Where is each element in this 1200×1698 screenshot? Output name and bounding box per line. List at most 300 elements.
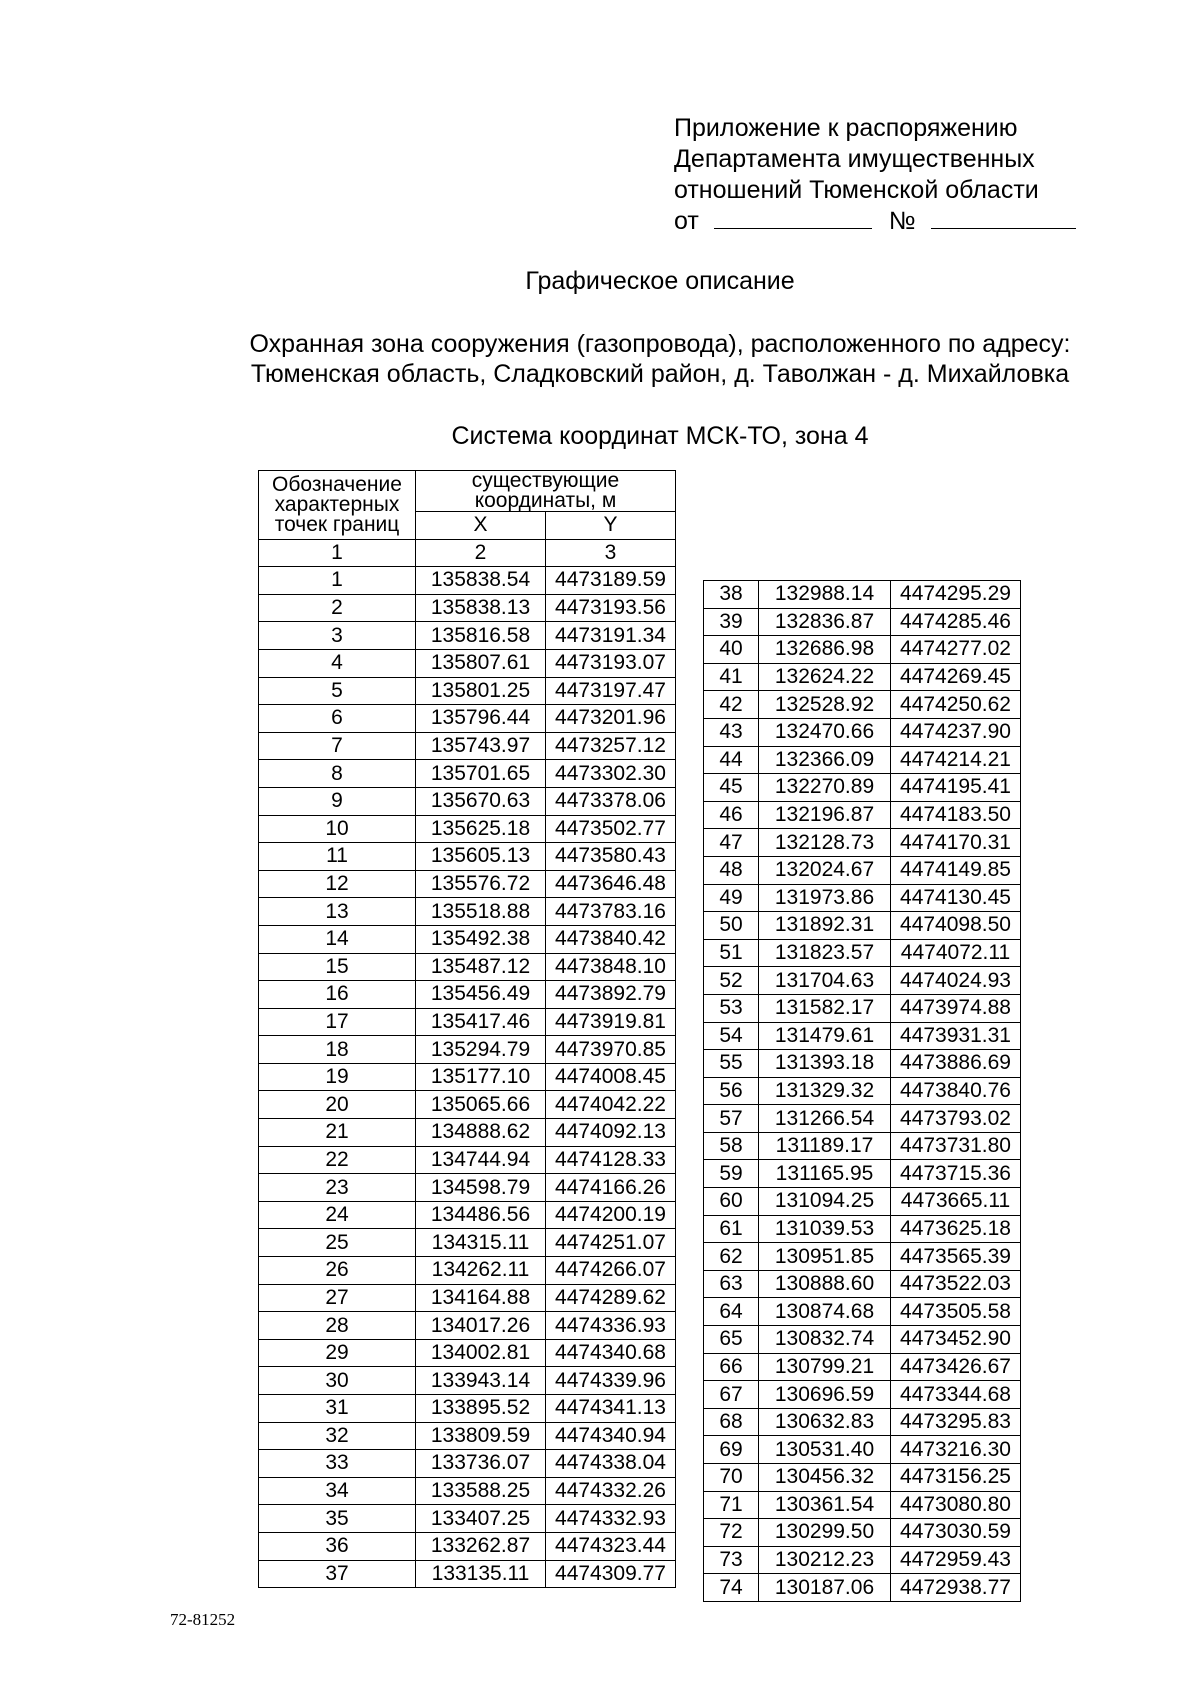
x-coordinate-cell: 135807.61 xyxy=(416,649,546,677)
x-coordinate-cell: 134315.11 xyxy=(416,1229,546,1257)
point-number-cell: 44 xyxy=(704,746,759,774)
point-number-cell: 27 xyxy=(259,1284,416,1312)
y-coordinate-cell: 4473295.83 xyxy=(891,1408,1021,1436)
point-number-cell: 35 xyxy=(259,1505,416,1533)
y-coordinate-cell: 4473505.58 xyxy=(891,1298,1021,1326)
x-coordinate-cell: 133809.59 xyxy=(416,1422,546,1450)
x-coordinate-cell: 133588.25 xyxy=(416,1477,546,1505)
x-coordinate-cell: 135492.38 xyxy=(416,925,546,953)
table-row xyxy=(259,567,676,595)
point-number-cell: 43 xyxy=(704,718,759,746)
x-coordinate-cell: 132128.73 xyxy=(759,829,891,857)
y-coordinate-cell: 4473919.81 xyxy=(546,1008,676,1036)
point-number-cell: 8 xyxy=(259,760,416,788)
y-coordinate-cell: 4474289.62 xyxy=(546,1284,676,1312)
coordinates-table-right xyxy=(703,580,1021,1602)
table-row xyxy=(704,1408,1021,1436)
x-coordinate-cell: 131582.17 xyxy=(759,994,891,1022)
y-coordinate-cell: 4474269.45 xyxy=(891,663,1021,691)
table-row xyxy=(259,815,676,843)
y-coordinate-cell: 4473783.16 xyxy=(546,898,676,926)
y-coordinate-cell: 4473426.67 xyxy=(891,1353,1021,1381)
table-row xyxy=(259,1091,676,1119)
x-coordinate-cell: 135796.44 xyxy=(416,705,546,733)
x-coordinate-cell: 135625.18 xyxy=(416,815,546,843)
table-row xyxy=(704,608,1021,636)
y-coordinate-cell: 4474092.13 xyxy=(546,1119,676,1147)
table-row xyxy=(259,1257,676,1285)
appendix-line-2: Департамента имущественных xyxy=(674,145,1035,173)
y-coordinate-cell: 4473665.11 xyxy=(891,1188,1021,1216)
x-coordinate-cell: 131973.86 xyxy=(759,884,891,912)
y-coordinate-cell: 4473193.56 xyxy=(546,594,676,622)
header-coords-cell xyxy=(416,471,676,512)
y-coordinate-cell: 4474295.29 xyxy=(891,581,1021,609)
x-coordinate-cell: 134744.94 xyxy=(416,1146,546,1174)
y-coordinate-cell: 4473522.03 xyxy=(891,1270,1021,1298)
point-number-cell: 12 xyxy=(259,870,416,898)
point-number-cell: 63 xyxy=(704,1270,759,1298)
point-number-cell: 29 xyxy=(259,1339,416,1367)
x-coordinate-cell: 135670.63 xyxy=(416,787,546,815)
table-row xyxy=(259,1367,676,1395)
table-row xyxy=(704,718,1021,746)
table-row xyxy=(259,1201,676,1229)
number-label: № xyxy=(888,207,916,235)
y-coordinate-cell: 4473197.47 xyxy=(546,677,676,705)
x-coordinate-cell: 130187.06 xyxy=(759,1574,891,1602)
x-coordinate-cell: 132366.09 xyxy=(759,746,891,774)
table-row xyxy=(259,1008,676,1036)
y-coordinate-cell: 4474214.21 xyxy=(891,746,1021,774)
x-coordinate-cell: 130951.85 xyxy=(759,1243,891,1271)
table-row xyxy=(704,691,1021,719)
x-coordinate-cell: 135177.10 xyxy=(416,1063,546,1091)
table-row xyxy=(704,801,1021,829)
table-row xyxy=(704,1188,1021,1216)
table-row xyxy=(259,870,676,898)
point-number-cell: 30 xyxy=(259,1367,416,1395)
table-row xyxy=(704,1353,1021,1381)
table-row xyxy=(259,1036,676,1064)
y-coordinate-cell: 4473156.25 xyxy=(891,1464,1021,1492)
x-coordinate-cell: 135801.25 xyxy=(416,677,546,705)
point-number-cell: 38 xyxy=(704,581,759,609)
x-coordinate-cell: 134486.56 xyxy=(416,1201,546,1229)
point-number-cell: 51 xyxy=(704,939,759,967)
y-coordinate-cell: 4473201.96 xyxy=(546,705,676,733)
y-coordinate-cell: 4473931.31 xyxy=(891,1022,1021,1050)
x-coordinate-cell: 131266.54 xyxy=(759,1105,891,1133)
point-number-cell: 60 xyxy=(704,1188,759,1216)
point-number-cell: 32 xyxy=(259,1422,416,1450)
table-row xyxy=(259,1477,676,1505)
table-row xyxy=(259,594,676,622)
y-coordinate-cell: 4473580.43 xyxy=(546,843,676,871)
document-title: Графическое описание xyxy=(525,267,795,295)
table-row xyxy=(259,1119,676,1147)
point-number-cell: 31 xyxy=(259,1395,416,1423)
y-coordinate-cell: 4474024.93 xyxy=(891,967,1021,995)
table-row xyxy=(259,953,676,981)
y-coordinate-cell: 4473793.02 xyxy=(891,1105,1021,1133)
x-coordinate-cell: 130874.68 xyxy=(759,1298,891,1326)
x-coordinate-cell: 133262.87 xyxy=(416,1532,546,1560)
coordinate-system-label: Система координат МСК-ТО, зона 4 xyxy=(451,422,869,450)
y-coordinate-cell: 4474072.11 xyxy=(891,939,1021,967)
table-row xyxy=(704,1298,1021,1326)
table-row xyxy=(259,1146,676,1174)
x-coordinate-cell: 130531.40 xyxy=(759,1436,891,1464)
x-coordinate-cell: 131165.95 xyxy=(759,1160,891,1188)
y-coordinate-cell: 4474166.26 xyxy=(546,1174,676,1202)
y-coordinate-cell: 4474341.13 xyxy=(546,1395,676,1423)
x-coordinate-cell: 132836.87 xyxy=(759,608,891,636)
table-row xyxy=(704,774,1021,802)
x-coordinate-cell: 130456.32 xyxy=(759,1464,891,1492)
appendix-block xyxy=(674,113,1076,237)
x-coordinate-cell: 135816.58 xyxy=(416,622,546,650)
table-row xyxy=(259,981,676,1009)
table-row xyxy=(259,1422,676,1450)
table-row xyxy=(704,1022,1021,1050)
x-coordinate-cell: 135743.97 xyxy=(416,732,546,760)
table-row xyxy=(259,760,676,788)
table-row xyxy=(704,1105,1021,1133)
y-coordinate-cell: 4473216.30 xyxy=(891,1436,1021,1464)
y-coordinate-cell: 4473848.10 xyxy=(546,953,676,981)
point-number-cell: 42 xyxy=(704,691,759,719)
x-coordinate-cell: 135065.66 xyxy=(416,1091,546,1119)
y-coordinate-cell: 4474339.96 xyxy=(546,1367,676,1395)
y-coordinate-cell: 4474277.02 xyxy=(891,636,1021,664)
x-coordinate-cell: 132686.98 xyxy=(759,636,891,664)
point-number-cell: 49 xyxy=(704,884,759,912)
y-coordinate-cell: 4474336.93 xyxy=(546,1312,676,1340)
y-coordinate-cell: 4474042.22 xyxy=(546,1091,676,1119)
column-number: 2 xyxy=(416,539,546,567)
table-row xyxy=(704,1132,1021,1160)
table-row xyxy=(704,829,1021,857)
point-number-cell: 73 xyxy=(704,1546,759,1574)
x-coordinate-cell: 135605.13 xyxy=(416,843,546,871)
point-number-cell: 23 xyxy=(259,1174,416,1202)
point-number-cell: 24 xyxy=(259,1201,416,1229)
y-coordinate-cell: 4474098.50 xyxy=(891,912,1021,940)
x-coordinate-cell: 134598.79 xyxy=(416,1174,546,1202)
x-coordinate-cell: 131329.32 xyxy=(759,1077,891,1105)
x-coordinate-cell: 132528.92 xyxy=(759,691,891,719)
table-row xyxy=(704,994,1021,1022)
point-number-cell: 21 xyxy=(259,1119,416,1147)
y-coordinate-cell: 4472938.77 xyxy=(891,1574,1021,1602)
point-number-cell: 68 xyxy=(704,1408,759,1436)
point-number-cell: 62 xyxy=(704,1243,759,1271)
x-coordinate-cell: 131189.17 xyxy=(759,1132,891,1160)
from-label: от xyxy=(674,207,699,235)
appendix-line-3: отношений Тюменской области xyxy=(674,176,1039,204)
x-coordinate-cell: 130696.59 xyxy=(759,1381,891,1409)
x-coordinate-cell: 132470.66 xyxy=(759,718,891,746)
column-number: 3 xyxy=(546,539,676,567)
table-row xyxy=(259,732,676,760)
y-coordinate-cell: 4473080.80 xyxy=(891,1491,1021,1519)
y-coordinate-cell: 4473840.42 xyxy=(546,925,676,953)
point-number-cell: 64 xyxy=(704,1298,759,1326)
y-coordinate-cell: 4473970.85 xyxy=(546,1036,676,1064)
point-number-cell: 36 xyxy=(259,1532,416,1560)
x-coordinate-cell: 134164.88 xyxy=(416,1284,546,1312)
y-coordinate-cell: 4474237.90 xyxy=(891,718,1021,746)
table-row xyxy=(704,1574,1021,1602)
point-number-cell: 26 xyxy=(259,1257,416,1285)
x-coordinate-cell: 135456.49 xyxy=(416,981,546,1009)
x-coordinate-cell: 130632.83 xyxy=(759,1408,891,1436)
y-coordinate-cell: 4473715.36 xyxy=(891,1160,1021,1188)
point-number-cell: 52 xyxy=(704,967,759,995)
x-coordinate-cell: 135838.13 xyxy=(416,594,546,622)
x-coordinate-cell: 130832.74 xyxy=(759,1326,891,1354)
table-row xyxy=(259,1063,676,1091)
x-coordinate-cell: 135487.12 xyxy=(416,953,546,981)
point-number-cell: 45 xyxy=(704,774,759,802)
point-number-cell: 10 xyxy=(259,815,416,843)
point-number-cell: 57 xyxy=(704,1105,759,1133)
table-row xyxy=(704,1381,1021,1409)
x-coordinate-cell: 131892.31 xyxy=(759,912,891,940)
column-number: 1 xyxy=(259,539,416,567)
y-coordinate-cell: 4473974.88 xyxy=(891,994,1021,1022)
table-row xyxy=(704,1243,1021,1271)
y-coordinate-cell: 4473189.59 xyxy=(546,567,676,595)
table-row xyxy=(259,1339,676,1367)
point-number-cell: 33 xyxy=(259,1450,416,1478)
x-coordinate-cell: 133407.25 xyxy=(416,1505,546,1533)
point-number-cell: 20 xyxy=(259,1091,416,1119)
table-row xyxy=(704,1050,1021,1078)
table-row xyxy=(259,1505,676,1533)
table-row xyxy=(704,1077,1021,1105)
y-coordinate-cell: 4473892.79 xyxy=(546,981,676,1009)
header-point-cell xyxy=(259,471,416,540)
point-number-cell: 19 xyxy=(259,1063,416,1091)
y-coordinate-cell: 4473452.90 xyxy=(891,1326,1021,1354)
y-coordinate-cell: 4474130.45 xyxy=(891,884,1021,912)
y-coordinate-cell: 4473302.30 xyxy=(546,760,676,788)
x-coordinate-cell: 133943.14 xyxy=(416,1367,546,1395)
point-number-cell: 17 xyxy=(259,1008,416,1036)
y-coordinate-cell: 4473731.80 xyxy=(891,1132,1021,1160)
y-coordinate-cell: 4473625.18 xyxy=(891,1215,1021,1243)
x-coordinate-cell: 135838.54 xyxy=(416,567,546,595)
x-coordinate-cell: 135701.65 xyxy=(416,760,546,788)
x-coordinate-cell: 134888.62 xyxy=(416,1119,546,1147)
x-coordinate-cell: 135518.88 xyxy=(416,898,546,926)
x-coordinate-cell: 132024.67 xyxy=(759,856,891,884)
point-number-cell: 67 xyxy=(704,1381,759,1409)
y-coordinate-cell: 4473840.76 xyxy=(891,1077,1021,1105)
x-coordinate-cell: 130888.60 xyxy=(759,1270,891,1298)
header-coords-line: координаты, м xyxy=(474,489,617,512)
table-row xyxy=(704,1160,1021,1188)
table-row xyxy=(259,898,676,926)
y-coordinate-cell: 4473191.34 xyxy=(546,622,676,650)
table-row xyxy=(704,1215,1021,1243)
table-row xyxy=(704,1270,1021,1298)
y-coordinate-cell: 4472959.43 xyxy=(891,1546,1021,1574)
table-row xyxy=(259,843,676,871)
y-coordinate-cell: 4473886.69 xyxy=(891,1050,1021,1078)
y-coordinate-cell: 4473030.59 xyxy=(891,1519,1021,1547)
point-number-cell: 18 xyxy=(259,1036,416,1064)
y-coordinate-cell: 4474008.45 xyxy=(546,1063,676,1091)
point-number-cell: 71 xyxy=(704,1491,759,1519)
table-row xyxy=(259,1229,676,1257)
zone-description-line-1: Охранная зона сооружения (газопровода), расположенного по адресу: xyxy=(249,330,1071,358)
y-coordinate-cell: 4474338.04 xyxy=(546,1450,676,1478)
table-row xyxy=(259,677,676,705)
point-number-cell: 70 xyxy=(704,1464,759,1492)
point-number-cell: 47 xyxy=(704,829,759,857)
appendix-line-date-number xyxy=(674,206,1076,237)
point-number-cell: 14 xyxy=(259,925,416,953)
table-row xyxy=(259,1560,676,1588)
header-point-line: точек границ xyxy=(274,512,400,536)
table-row xyxy=(704,856,1021,884)
header-coords-line: существующие xyxy=(471,469,620,492)
header-point-line: характерных xyxy=(274,492,400,516)
table-row xyxy=(704,1326,1021,1354)
point-number-cell: 56 xyxy=(704,1077,759,1105)
point-number-cell: 11 xyxy=(259,843,416,871)
header-point-line: Обозначение xyxy=(272,472,402,496)
table-row xyxy=(704,581,1021,609)
zone-description-line-2: Тюменская область, Сладковский район, д. Таволжан - д. Михайловка xyxy=(250,360,1070,388)
y-coordinate-cell: 4473565.39 xyxy=(891,1243,1021,1271)
point-number-cell: 37 xyxy=(259,1560,416,1588)
x-coordinate-cell: 134017.26 xyxy=(416,1312,546,1340)
point-number-cell: 28 xyxy=(259,1312,416,1340)
x-coordinate-cell: 132270.89 xyxy=(759,774,891,802)
point-number-cell: 3 xyxy=(259,622,416,650)
x-coordinate-cell: 131479.61 xyxy=(759,1022,891,1050)
point-number-cell: 72 xyxy=(704,1519,759,1547)
appendix-line-1: Приложение к распоряжению xyxy=(674,114,1018,142)
point-number-cell: 59 xyxy=(704,1160,759,1188)
table-row xyxy=(704,967,1021,995)
x-coordinate-cell: 132624.22 xyxy=(759,663,891,691)
column-number-row xyxy=(259,539,676,567)
x-coordinate-cell: 130799.21 xyxy=(759,1353,891,1381)
y-coordinate-cell: 4473193.07 xyxy=(546,649,676,677)
point-number-cell: 1 xyxy=(259,567,416,595)
y-coordinate-cell: 4474285.46 xyxy=(891,608,1021,636)
point-number-cell: 41 xyxy=(704,663,759,691)
y-coordinate-cell: 4474332.93 xyxy=(546,1505,676,1533)
y-coordinate-cell: 4474170.31 xyxy=(891,829,1021,857)
table-row xyxy=(704,663,1021,691)
point-number-cell: 40 xyxy=(704,636,759,664)
table-row xyxy=(259,705,676,733)
table-row xyxy=(704,1546,1021,1574)
x-coordinate-cell: 130299.50 xyxy=(759,1519,891,1547)
table-row xyxy=(259,787,676,815)
table-row xyxy=(259,1174,676,1202)
table-row xyxy=(704,912,1021,940)
y-coordinate-cell: 4474149.85 xyxy=(891,856,1021,884)
point-number-cell: 15 xyxy=(259,953,416,981)
y-coordinate-cell: 4473646.48 xyxy=(546,870,676,898)
y-coordinate-cell: 4474250.62 xyxy=(891,691,1021,719)
y-coordinate-cell: 4474340.94 xyxy=(546,1422,676,1450)
x-coordinate-cell: 131039.53 xyxy=(759,1215,891,1243)
x-coordinate-cell: 133895.52 xyxy=(416,1395,546,1423)
x-coordinate-cell: 135417.46 xyxy=(416,1008,546,1036)
coordinates-table-left xyxy=(258,470,676,1588)
point-number-cell: 54 xyxy=(704,1022,759,1050)
date-blank xyxy=(714,208,872,229)
point-number-cell: 9 xyxy=(259,787,416,815)
point-number-cell: 34 xyxy=(259,1477,416,1505)
table-row xyxy=(259,1312,676,1340)
point-number-cell: 7 xyxy=(259,732,416,760)
x-coordinate-cell: 131094.25 xyxy=(759,1188,891,1216)
point-number-cell: 69 xyxy=(704,1436,759,1464)
x-coordinate-cell: 131393.18 xyxy=(759,1050,891,1078)
x-coordinate-cell: 135576.72 xyxy=(416,870,546,898)
table-row xyxy=(704,1519,1021,1547)
table-row xyxy=(259,1450,676,1478)
y-coordinate-cell: 4474332.26 xyxy=(546,1477,676,1505)
table-row xyxy=(704,1436,1021,1464)
x-coordinate-cell: 133736.07 xyxy=(416,1450,546,1478)
point-number-cell: 48 xyxy=(704,856,759,884)
y-coordinate-cell: 4474200.19 xyxy=(546,1201,676,1229)
table-row xyxy=(704,636,1021,664)
table-row xyxy=(704,746,1021,774)
point-number-cell: 25 xyxy=(259,1229,416,1257)
x-coordinate-cell: 135294.79 xyxy=(416,1036,546,1064)
table-row xyxy=(704,939,1021,967)
y-coordinate-cell: 4473344.68 xyxy=(891,1381,1021,1409)
point-number-cell: 50 xyxy=(704,912,759,940)
y-coordinate-cell: 4474128.33 xyxy=(546,1146,676,1174)
point-number-cell: 2 xyxy=(259,594,416,622)
x-coordinate-cell: 134002.81 xyxy=(416,1339,546,1367)
y-coordinate-cell: 4474266.07 xyxy=(546,1257,676,1285)
point-number-cell: 53 xyxy=(704,994,759,1022)
point-number-cell: 39 xyxy=(704,608,759,636)
x-coordinate-cell: 133135.11 xyxy=(416,1560,546,1588)
point-number-cell: 4 xyxy=(259,649,416,677)
x-coordinate-cell: 130361.54 xyxy=(759,1491,891,1519)
x-coordinate-cell: 132988.14 xyxy=(759,581,891,609)
point-number-cell: 55 xyxy=(704,1050,759,1078)
point-number-cell: 66 xyxy=(704,1353,759,1381)
y-coordinate-cell: 4473257.12 xyxy=(546,732,676,760)
point-number-cell: 58 xyxy=(704,1132,759,1160)
point-number-cell: 65 xyxy=(704,1326,759,1354)
y-coordinate-cell: 4474340.68 xyxy=(546,1339,676,1367)
point-number-cell: 6 xyxy=(259,705,416,733)
x-coordinate-cell: 131823.57 xyxy=(759,939,891,967)
x-coordinate-cell: 134262.11 xyxy=(416,1257,546,1285)
x-coordinate-cell: 131704.63 xyxy=(759,967,891,995)
point-number-cell: 5 xyxy=(259,677,416,705)
point-number-cell: 46 xyxy=(704,801,759,829)
table-row xyxy=(259,1395,676,1423)
header-y: Y xyxy=(546,512,676,540)
